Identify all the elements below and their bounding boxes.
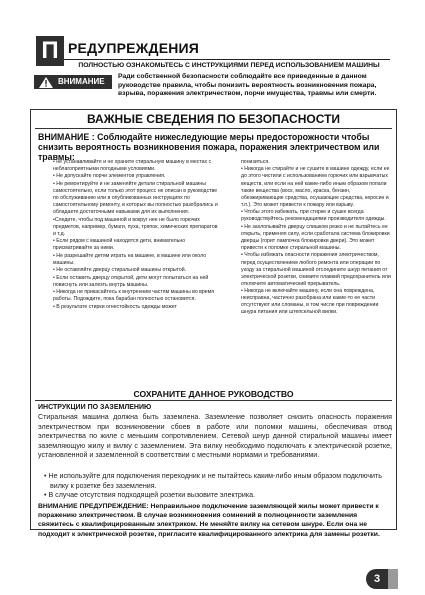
list-item: • Никогда не стирайте и не сушите в машине одежду, если ее до этого чистили с использованием горючих или взрывчатых веществ, или если на ней какие-либо иным образом попали такие вещества (воск, масло, краска, бензин, обезжиривающие средства, осушающие средства, керосин и т.п.). Это может привести к пожару или взрыву.	[241, 166, 390, 208]
list-item: • не устанавливайте и не храните стиральную машину в местах с неблагоприятными погодными условиями.	[53, 159, 212, 173]
list-item: • Если рядом с машиной находятся дети, внимательно присматривайте за ними.	[53, 238, 186, 252]
grounding-heading: ИНСТРУКЦИИ ПО ЗАЗЕМЛЕНИЮ	[38, 404, 152, 411]
list-item: • Не разрешайте детям играть на машине, в машине или около машины.	[53, 252, 207, 266]
section-letter-block: П	[36, 36, 64, 66]
warning-badge-label: ВНИМАНИЕ	[58, 77, 105, 86]
list-item: • Никогда не включайте машину, если она повреждена, неисправна, частично разобрана или какие-то ее части отсутствуют или сломаны, в том числе при повреждении шнура питания или штепсельной вилки.	[241, 288, 379, 316]
list-item: • Чтобы избежать опасности поражения электричеством, перед осуществлением любого ремонта или операции по уходу за стиральной машиной отсоедините шнур питания от электрической розетки, снимите плавкий предохранитель или отключите автоматический прерыватель.	[241, 252, 391, 287]
warning-text: Ради собственной безопасности соблюдайте все приведенные в данном руководстве правила, чтобы понизить вероятность возникновения пожара, взрыва, поражения электричеством, порчи имущества, травмы или смерти.	[118, 73, 377, 98]
title-divider	[64, 59, 390, 60]
list-item: • Не используйте для подключения переходник и не пытайтесь каким-либо иным образом подключить вилку к розетке без заземления.	[44, 472, 382, 490]
grounding-text: Стиральная машина должна быть заземлена. Заземление позволяет снизить опасность поражения электричеством при возникновении сбоев в работе или поломки машины, обеспечивая отвод электричества по жиле с меньшим сопротивлением. Сетевой шнур данной стиральной машины имеет заземляющую жилу и вилку с заземлением. Эта вилку необходимо подключать к электрической розетке, установленной и заземленной в соответствии с местными нормами и требованиями.	[38, 413, 392, 459]
header-note: ПОЛНОСТЬЮ ОЗНАКОМЬТЕСЬ С ИНСТРУКЦИЯМИ ПЕРЕД ИСПОЛЬЗОВАНИЕМ МАШИНЫ	[78, 62, 380, 69]
page-number-tab	[388, 569, 398, 589]
list-item: • Чтобы этого избежать, при стирке и сушке всегда руководствуйтесь рекомендациями производителя одежды.	[241, 209, 386, 223]
list-item: • Никогда не прикасайтесь к внутренним частям машины во время работы. Подождите, пока барабан полностью остановится.	[53, 289, 215, 303]
safety-divider	[35, 128, 392, 129]
grounding-list	[44, 472, 392, 501]
safety-title: ВАЖНЫЕ СВЕДЕНИЯ ПО БЕЗОПАСНОСТИ	[86, 112, 341, 126]
list-item: • Не захлопывайте дверцу слишком резко и не пытайтесь ее открыть, применяя силу, если сработала система блокировки дверцы (горит лампочка блокировки двери). Это может привести к поломке стиральной машины.	[241, 223, 390, 252]
guide-heading: СОХРАНИТЕ ДАННОЕ РУКОВОДСТВО	[133, 389, 294, 399]
warning-badge	[34, 75, 112, 89]
safety-list-left	[53, 159, 221, 311]
list-item: • Не оставляйте дверцу стиральной машины открытой.	[53, 267, 187, 274]
list-item: • Если оставить дверцу открытой, дети могут попытаться на ней повиснуть или залезть внутрь машины.	[53, 274, 209, 288]
list-item: • В случае отсутствия подходящей розетки вызовите электрика.	[44, 491, 255, 499]
list-item: • Не допускайте порчи элементов управления.	[53, 173, 166, 180]
safety-info-box	[30, 109, 397, 538]
page-number: 3	[366, 569, 388, 589]
guide-divider	[35, 400, 392, 401]
warning-triangle-icon	[39, 77, 53, 88]
safety-list-right	[241, 159, 391, 317]
list-item: • В результате стирки огнестойкость одежды может	[53, 303, 177, 310]
list-item: понизиться.	[241, 159, 270, 165]
list-item: • Не ремонтируйте и не заменяйте детали стиральной машины самостоятельно, если только этот процесс не описан в руководстве по обслуживанию или в опубликованных инструкциях по самостоятельному ремонту, в которых вы полностью разобрались и обладаете достаточными навыками для их выполнения.	[53, 180, 218, 216]
list-item: •Следите, чтобы под машиной и вокруг нее не было горючих предметов, например, бумаги, пуха, тряпок, химических препаратов и т.д.	[53, 216, 218, 237]
grounding-warning: ВНИМАНИЕ ПРЕДУПРЕЖДЕНИЕ: Неправильное подключение заземляющей жилы может привести к поражению электричеством. В случае возникновения сомнений в полноценности заземления свяжитесь с квалифицированным электриком. Не меняйте вилку на сетевом шнуре. Если она не подходит к электрической розетке, пригласите квалифицированного электрика для замены розетки.	[38, 503, 380, 538]
page-title: РЕДУПРЕЖДЕНИЯ	[68, 40, 200, 56]
safety-intro: ВНИМАНИЕ : Соблюдайте нижеследующие меры предосторожности чтобы снизить вероятность возникновения пожара, поражения электричеством или травмы:	[38, 132, 380, 163]
